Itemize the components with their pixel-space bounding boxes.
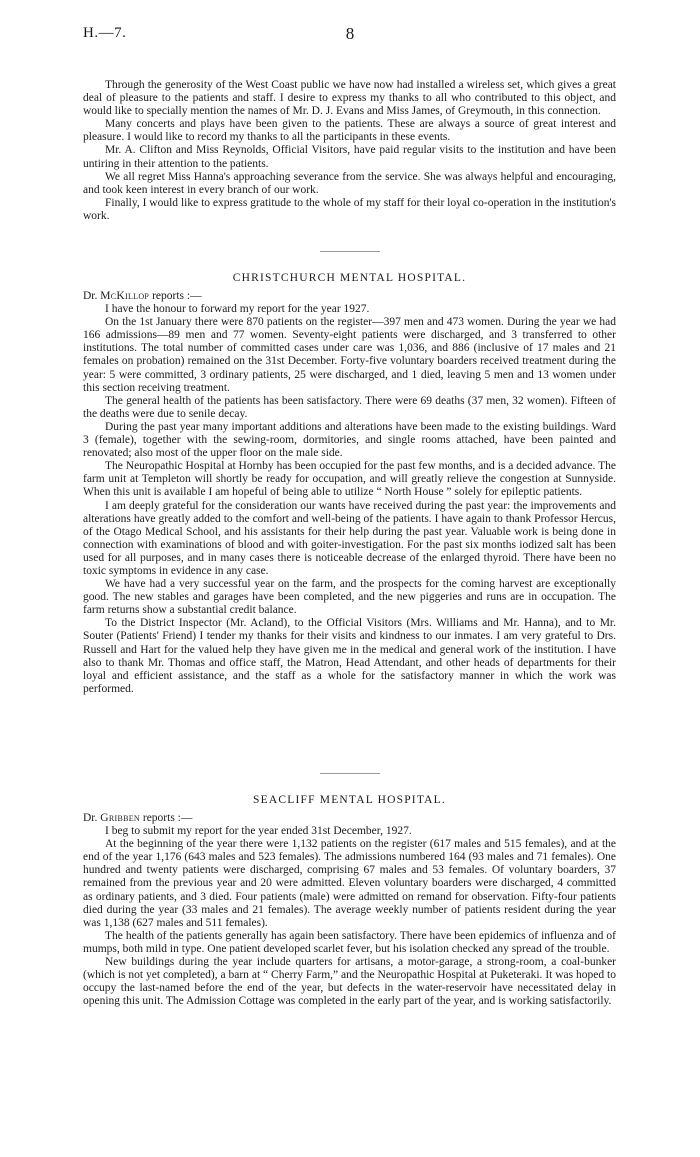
reporter-suffix: reports :—: [140, 812, 193, 824]
paragraph: The general health of the patients has been satisfactory. There were 69 deaths (37 men, 32 women). Fifteen of the deaths were due to senile decay.: [83, 394, 616, 420]
intro-section: [83, 79, 616, 223]
reporter-prefix: Dr.: [83, 290, 101, 302]
paragraph: I beg to submit my report for the year ended 31st December, 1927.: [105, 825, 412, 838]
seacliff-section: [83, 812, 616, 1008]
paragraph: Many concerts and plays have been given to the patients. These are always a source of great interest and pleasure. I would like to record my thanks to all the participants in these events.: [83, 118, 616, 144]
paragraph: The health of the patients generally has again been satisfactory. There have been epidemics of influenza and of mumps, both mild in type. One patient developed scarlet fever, but his isolation checked any spread of the trouble.: [83, 929, 616, 955]
reporter-prefix: Dr.: [83, 812, 101, 824]
paragraph: We all regret Miss Hanna's approaching severance from the service. She was always helpful and encouraging, and took keen interest in every branch of our work.: [83, 170, 616, 196]
paragraph: At the beginning of the year there were 1,132 patients on the register (617 males and 515 females), and at the end of the year 1,176 (643 males and 523 females). The admissions numbered 164 (93 males and 71 females). One hundred and twenty patients were discharged, comprising 67 males and 53 females. Of voluntary boarders, 37 remained from the previous year and 20 were admitted. Eleven voluntary boarders were discharged, 4 committed as ordinary patients, and 3 died. Four patients (male) were admitted on remand for observation. Fifty-four patients died during the year (33 males and 21 females). The average weekly number of patients resident during the year was 1,138 (627 males and 511 females).: [83, 838, 616, 929]
paragraph: On the 1st January there were 870 patients on the register—397 men and 473 women. During the year we had 166 admissions—89 men and 77 women. Seventy-eight patients were discharged, and 3 transferred to other institutions. The total number of committed cases under care was 1,036, and 886 (inclusive of 17 males and 21 females on probation) remained on the 31st December. Forty-five voluntary boarders received treatment during the year: 5 were committed, 3 ordinary patients, 25 were discharged, and 1 died, leaving 5 men and 13 women under this section receiving treatment.: [83, 316, 616, 394]
reporter-line: [83, 812, 616, 825]
reporter-suffix: reports :—: [149, 290, 202, 302]
paragraph: The Neuropathic Hospital at Hornby has been occupied for the past few months, and is a decided advance. The farm unit at Templeton will shortly be ready for occupation, and will greatly relieve the congestion at Sunnyside. When this unit is available I am hopeful of being able to utilize “ North House ” solely for epileptic patients.: [83, 460, 616, 499]
paragraph: We have had a very successful year on the farm, and the prospects for the coming harvest are exceptionally good. The new stables and garages have been completed, and the new piggeries and runs are in occupation. The farm returns show a substantial credit balance.: [83, 578, 616, 617]
paragraph: Mr. A. Clifton and Miss Reynolds, Official Visitors, have paid regular visits to the institution and have been untiring in their attention to the patients.: [83, 144, 616, 170]
paragraph: During the past year many important additions and alterations have been made to the existing buildings. Ward 3 (female), together with the sewing-room, dormitories, and single rooms attached, have been painted and renovated; also most of the upper floor on the male side.: [83, 420, 616, 460]
document-code: H.—7.: [83, 25, 127, 41]
section-divider: [320, 251, 380, 252]
paragraph: Through the generosity of the West Coast public we have now had installed a wireless set, which gives a great deal of pleasure to the patients and staff. I desire to express my thanks to all who contributed to this object, and would like to specially mention the names of Mr. D. J. Evans and Miss James, of Greymouth, in this connection.: [83, 79, 616, 118]
section-divider: [320, 773, 380, 774]
paragraph: Finally, I would like to express gratitude to the whole of my staff for their loyal co-operation in the institution's work.: [83, 196, 616, 222]
paragraph: New buildings during the year include quarters for artisans, a motor-garage, a strong-room, a coal-bunker (which is not yet completed), a barn at “ Cherry Farm,” and the Neuropathic Hospital at Puketeraki. It was hoped to occupy the last-named before the end of the year, but defects in the water-reservoir have necessitated delay in opening this unit. The Admission Cottage was completed in the early part of the year, and is working satisfactorily.: [83, 956, 616, 1008]
reporter-line: [83, 290, 616, 303]
paragraph: I am deeply grateful for the consideration our wants have received during the past year: the improvements and alterations have greatly added to the comfort and well-being of the patients. I have again to thank Professor Hercus, of the Otago Medical School, and his assistants for their help during the past year. Valuable work is being done in connection with examinations of blood and with goiter-investigation. For the past six months iodized salt has been used for all purposes, and in many cases there is noticeable decrease of the enlarged thyroid. There have been no toxic symptoms in evidence in any case.: [83, 499, 616, 577]
christchurch-section: [83, 290, 616, 696]
christchurch-title: CHRISTCHURCH MENTAL HOSPITAL.: [232, 272, 467, 284]
reporter-name: McKillop: [100, 290, 150, 302]
paragraph: I have the honour to forward my report for the year 1927.: [105, 303, 370, 316]
paragraph: To the District Inspector (Mr. Acland), to the Official Visitors (Mrs. Williams and Mr. Hanna), and to Mr. Souter (Patients' Friend) I tender my thanks for their visits and kindness to our inmates. I am very grateful to Drs. Russell and Hart for the valued help they have given me in the medical and general work of the institution. I have also to thank Mr. Thomas and office staff, the Matron, Head Attendant, and other heads of departments for their loyal and efficient assistance, and the staff as a whole for the satisfactory manner in which the work was performed.: [83, 617, 616, 695]
page-number: 8: [345, 24, 355, 43]
seacliff-title: SEACLIFF MENTAL HOSPITAL.: [253, 794, 446, 806]
reporter-name: Gribben: [100, 812, 140, 824]
